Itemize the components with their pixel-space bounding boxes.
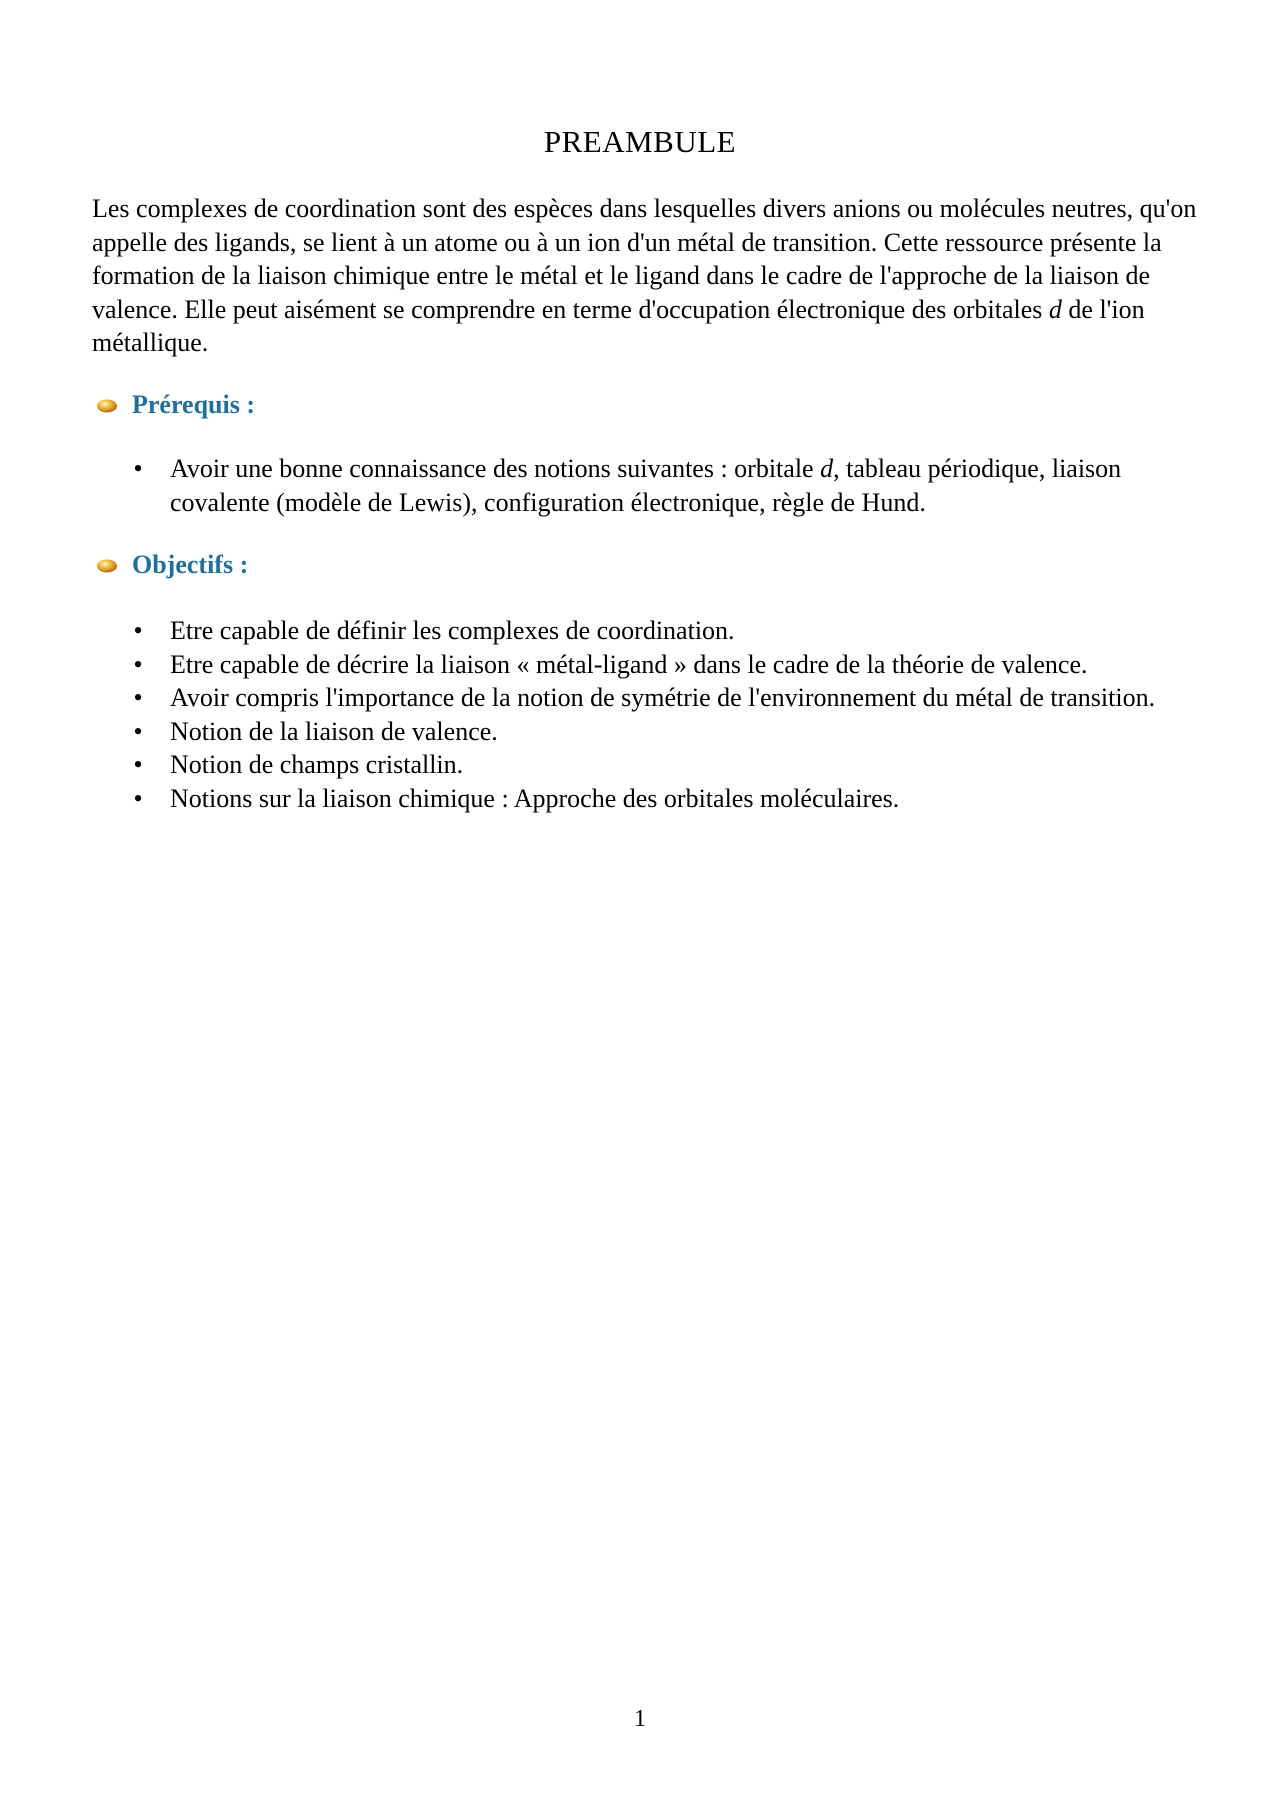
bullet-dot: • [133, 750, 143, 779]
list-item [0, 614, 1210, 648]
list-item [0, 681, 1210, 715]
page-title: PREAMBULE [543, 124, 737, 159]
objectif-text: Etre capable de décrire la liaison « métal-ligand » dans le cadre de la théorie de valence. [170, 649, 1088, 679]
objectif-text: Avoir compris l'importance de la notion de symétrie de l'environnement du métal de transition. [170, 683, 1156, 712]
objectif-text: Notion de la liaison de valence. [170, 716, 498, 746]
objectif-text: Notion de champs cristallin. [170, 750, 464, 779]
prerequis-heading [96, 388, 255, 422]
prerequis-item-part1: Avoir une bonne connaissance des notions suivantes : orbitale [170, 454, 821, 483]
gold-ball-icon [96, 397, 118, 413]
list-item [0, 648, 1210, 682]
objectifs-list [0, 614, 1280, 815]
bullet-dot: • [133, 716, 143, 746]
intro-text-italic: d [1048, 294, 1062, 324]
bullet-dot: • [133, 454, 143, 483]
bullet-dot: • [133, 616, 143, 645]
list-item [0, 715, 1210, 749]
prerequis-list [0, 452, 1280, 519]
bullet-dot: • [133, 683, 143, 712]
objectifs-heading [96, 548, 248, 582]
list-item [0, 782, 1210, 816]
list-item [0, 452, 1210, 519]
prerequis-item-italic: d [820, 454, 834, 483]
intro-text-part1: Les complexes de coordination sont des espèces dans lesquelles divers anions ou molécules neutres, qu'on appelle des ligands, se lient à un atome ou à un ion d'un métal de transition. Cette ressource présente la formation de la liaison chimique entre le métal et le ligand dans le cadre de l'approche de la liaison de valence. Elle peut aisément se comprendre en terme d'occupation électronique des orbitales [92, 194, 1197, 324]
prerequis-heading-text: Prérequis : [132, 390, 255, 419]
prerequis-item-part2: , tableau périodique, liaison covalente (modèle de Lewis), configuration électronique, règle de Hund. [170, 454, 1122, 517]
list-item [0, 748, 1210, 782]
objectif-text: Notions sur la liaison chimique : Approche des orbitales moléculaires. [170, 783, 900, 813]
objectifs-heading-text: Objectifs : [132, 550, 249, 579]
bullet-dot: • [133, 783, 143, 813]
gold-ball-icon [96, 557, 118, 573]
intro-paragraph [92, 192, 1202, 360]
intro-text-part2: de l'ion métallique. [92, 294, 1145, 357]
objectif-text: Etre capable de définir les complexes de coordination. [170, 616, 735, 645]
page-number: 1 [634, 1706, 646, 1732]
bullet-dot: • [133, 649, 143, 679]
